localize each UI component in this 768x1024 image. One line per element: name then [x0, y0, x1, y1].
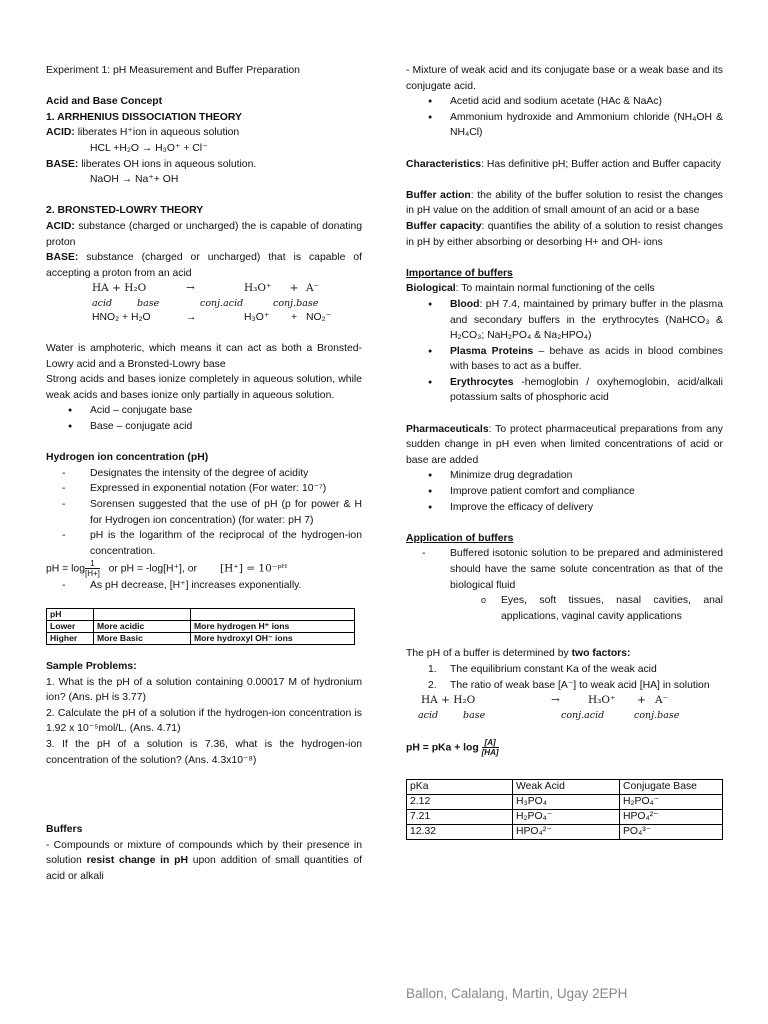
arrhenius-base-eq: NaOH → Na⁺+ OH [90, 174, 179, 186]
list-item: - pH is the logarithm of the reciprocal of the hydrogen-ion concentration. [90, 528, 362, 559]
buffers-definition: - Compounds or mixture of compounds which by their presence in solution resist change in pH upon addition of small quantities of acid or alkali [46, 839, 362, 882]
mixture-list [406, 94, 723, 141]
left-column [46, 63, 362, 885]
ph-formula: pH = log $\frac{1}{[H+]}$ or pH = -log[H⁺], or [H⁺] = 10⁻ᵖᴴ [46, 559, 288, 579]
bl-equation: HA + H₂O → H₃O⁺ + A⁻ [92, 282, 320, 295]
list-item: o Eyes, soft tissues, nasal cavities, anal applications, vaginal cavity applications [501, 593, 723, 624]
list-item: - Sorensen suggested that the use of pH (p for power & H for Hydrogen ion concentration) (for water: pH 7) [90, 497, 362, 528]
ph-fraction: $\frac{1}{[H+]}$ [85, 559, 100, 579]
list-item: - Designates the intensity of the degree of acidity [90, 466, 362, 482]
list-item: ● Acid – conjugate base [90, 403, 362, 419]
sample-3: 3. If the pH of a solution is 7.36, what is the hydrogen-ion concentration of the solution? (Ans. 4.3x10⁻⁸) [46, 738, 362, 766]
table-row: 2.12 H₃PO₄ H₂PO₄⁻ [407, 794, 723, 809]
buffer-equation-labels: acid base conj.acid conj.base [418, 709, 680, 721]
list-item: - Expressed in exponential notation (For water: 10⁻⁷) [90, 481, 362, 497]
arrhenius-acid: ACID: liberates H⁺ion in aqueous solution [46, 127, 240, 139]
sample-heading: Sample Problems: [46, 661, 137, 672]
table-row: pKa Weak Acid Conjugate Base [407, 779, 723, 794]
ph-table [46, 608, 355, 645]
arrhenius-base: BASE: liberates OH ions in aqueous solution. [46, 158, 257, 170]
buffer-capacity: Buffer capacity: quantifies the ability of a solution to resist changes in pH by either absorbing or desorbing H+ and OH- ions [406, 220, 723, 248]
strong-paragraph: Strong acids and bases ionize completely in aqueous solution, while weak acids and bases ionize only partially in aqueous solution. [46, 374, 362, 401]
importance-heading: Importance of buffers [406, 267, 513, 279]
table-row: pH [47, 609, 355, 621]
table-row: 7.21 H₂PO₄⁻ HPO₄²⁻ [407, 809, 723, 824]
characteristics: Characteristics: Has definitive pH; Buffer action and Buffer capacity [406, 158, 721, 170]
right-column [406, 63, 723, 840]
pharmaceuticals: Pharmaceuticals: To protect pharmaceutical preparations from any sudden change in pH even when limited concentrations of acid or base are added [406, 423, 723, 466]
pka-table [406, 779, 723, 840]
list-item: ● Blood: pH 7.4, maintained by primary buffer in the plasma and secondary buffers in the erythrocytes (NaHCO₃ & H₂CO₃; NaH₂PO₄ & Na₂HPO₄) [450, 297, 723, 344]
sample-2: 2. Calculate the pH of a solution if the hydrogen-ion concentration is 1.92 x 10⁻⁵mol/L. (Ans. 4.71) [46, 707, 362, 735]
list-item: 1. The equilibrium constant Ka of the weak acid [450, 662, 723, 678]
list-item: ● Improve patient comfort and compliance [450, 484, 723, 500]
bl-base: BASE: substance (charged or uncharged) that is capable of accepting a proton from an acid [46, 252, 362, 279]
list-item: 2. The ratio of weak base [A⁻] to weak acid [HA] in solution [450, 678, 723, 694]
concept-heading: Acid and Base Concept [46, 96, 163, 108]
footer-authors: Ballon, Calalang, Martin, Ugay 2EPH [406, 986, 628, 1001]
application-sublist [406, 593, 723, 624]
hic-heading: Hydrogen ion concentration (pH) [46, 452, 209, 464]
biological-list [406, 297, 723, 406]
arrhenius-acid-eq: HCL +H₂O → H₃O⁺ + Cl⁻ [90, 142, 208, 154]
henderson-hasselbalch: pH = pKa + log $\frac{[A]}{[HA]}$ [406, 737, 499, 757]
buffers-heading: Buffers [46, 824, 83, 836]
list-item: ● Improve the efficacy of delivery [450, 500, 723, 516]
pair-list [46, 403, 362, 434]
bl-equation-labels: acid base conj.acid conj.base [92, 297, 319, 309]
buffer-action: Buffer action: the ability of the buffer solution to resist the changes in pH value on the addition of small amount of an acid or a base [406, 189, 723, 217]
buffer-equation: HA + H₂O → H₃O⁺ + A⁻ [421, 694, 669, 707]
document-title: Experiment 1: pH Measurement and Buffer Preparation [46, 65, 300, 76]
bl-heading: 2. BRONSTED-LOWRY THEORY [46, 205, 204, 217]
biological: Biological: To maintain normal functioning of the cells [406, 283, 655, 295]
list-item: - Buffered isotonic solution to be prepared and administered should have the same solute concentration as that of the biological fluid [450, 546, 723, 593]
arrhenius-heading: 1. ARRHENIUS DISSOCIATION THEORY [46, 111, 242, 123]
list-item: ● Erythrocytes -hemoglobin / oxyhemoglobin, acid/alkali potassium salts of phosphoric acid [450, 375, 723, 406]
list-item: ● Ammonium hydroxide and Ammonium chloride (NH₄OH & NH₄Cl) [450, 110, 723, 141]
application-list [406, 546, 723, 593]
list-item: ● Plasma Proteins – behave as acids in blood combines with bases to act as a buffer. [450, 344, 723, 375]
sample-1: 1. What is the pH of a solution containing 0.00017 M of hydronium ion? (Ans. pH is 3.77) [46, 676, 362, 704]
pharma-list [406, 468, 723, 515]
bl-example: HNO₂ + H₂O → H₃O⁺ + NO₂⁻ [92, 311, 332, 323]
hic-list [46, 466, 362, 560]
table-row: 12.32 HPO₄²⁻ PO₄³⁻ [407, 824, 723, 839]
list-item: ● Acetid acid and sodium acetate (HAc & NaAc) [450, 94, 723, 110]
list-item: - As pH decrease, [H⁺] increases exponentially. [90, 578, 362, 594]
mixture-text: - Mixture of weak acid and its conjugate base or a weak base and its conjugate acid. [406, 65, 723, 92]
factors-intro: The pH of a buffer is determined by two factors: [406, 648, 631, 660]
list-item: ● Minimize drug degradation [450, 468, 723, 484]
bl-acid: ACID: substance (charged or uncharged) the is capable of donating proton [46, 220, 362, 248]
table-row: Lower More acidic More hydrogen H⁺ ions [47, 621, 355, 633]
factors-list [406, 662, 723, 693]
application-heading: Application of buffers [406, 532, 514, 544]
table-row: Higher More Basic More hydroxyl OH⁻ ions [47, 633, 355, 645]
list-item: ● Base – conjugate acid [90, 419, 362, 435]
ph-decrease-list [46, 578, 362, 594]
water-paragraph: Water is amphoteric, which means it can act as both a Bronsted-Lowry acid and a Bronsted-Lowry base [46, 343, 362, 370]
